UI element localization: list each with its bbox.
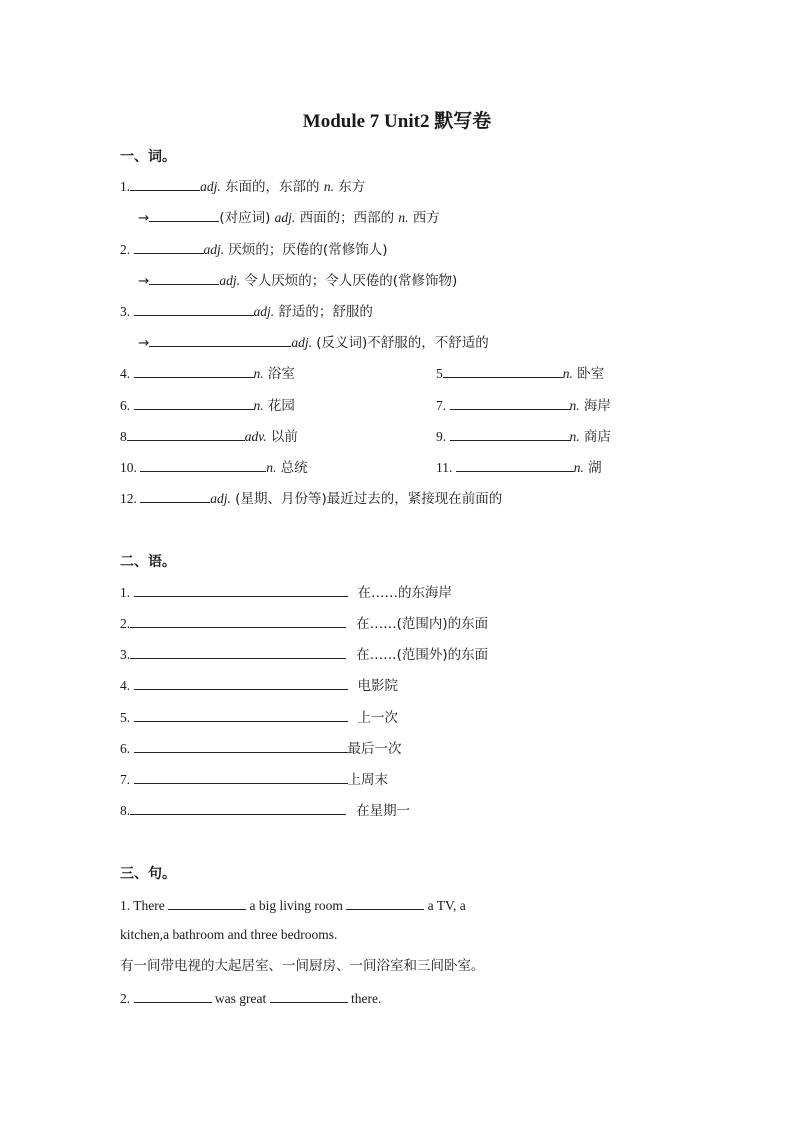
word-item-5 [436,363,604,383]
answer-blank[interactable] [140,457,266,472]
answer-blank[interactable] [134,239,204,254]
meaning: 浴室 [263,366,295,382]
word-item-3 [120,301,373,321]
answer-blank[interactable] [134,738,348,753]
item-number: 12. [120,491,141,506]
item-number: 4. [120,366,134,381]
item-number: 5 [436,366,443,381]
word-item-1-related [138,207,440,227]
sentence-1 [120,895,466,915]
item-number: 8 [120,429,127,444]
arrow-icon: → [138,210,150,226]
part-of-speech: n. [253,366,264,381]
item-number: 8. [120,803,131,818]
sentence-1-continued: kitchen,a bathroom and three bedrooms. [120,927,338,942]
answer-blank[interactable] [443,363,563,378]
answer-blank[interactable] [130,644,346,659]
meaning: 电影院 [357,678,398,694]
meaning: 令人厌烦的；令人厌倦的(常修饰物) [239,273,458,289]
answer-blank[interactable] [134,582,348,597]
meaning: 上一次 [357,710,398,726]
sentence-text: a TV, a [424,898,466,913]
meaning: 东方 [333,179,366,195]
part-of-speech: n. [398,210,409,225]
answer-blank[interactable] [149,270,219,285]
answer-blank[interactable] [134,707,348,722]
part-of-speech: adj. [291,335,312,350]
part-of-speech: n. [323,179,334,194]
sentence-text: 2. [120,991,134,1006]
answer-blank[interactable] [130,176,200,191]
meaning: 厌烦的；厌倦的(常修饰人) [224,242,388,258]
answer-blank[interactable] [149,207,219,222]
meaning: 海岸 [579,398,611,414]
section-heading-phrases: 二、语。 [120,554,176,570]
sentence-2 [120,988,381,1008]
part-of-speech: adj. [200,179,221,194]
item-number: 2. [120,616,131,631]
word-item-9 [436,426,611,446]
part-of-speech: n. [569,429,580,444]
phrase-item-5 [120,707,398,727]
answer-blank[interactable] [130,613,346,628]
answer-blank[interactable] [134,769,348,784]
item-number: 3. [120,304,134,319]
phrase-item-1 [120,582,452,602]
answer-blank[interactable] [134,363,254,378]
answer-blank[interactable] [346,895,424,910]
phrase-item-3 [120,644,488,664]
word-item-2-related [138,270,457,290]
item-number: 9. [436,429,450,444]
sentence-text: was great [211,991,270,1006]
meaning: 最后一次 [347,741,402,757]
phrase-item-7 [120,769,388,789]
word-item-2 [120,239,387,259]
meaning: 总统 [276,460,308,476]
item-number: 10. [120,460,141,475]
meaning: 在……(范围外)的东面 [356,647,489,663]
note: (对应词) [219,210,275,226]
item-number: 7. [436,398,450,413]
arrow-icon: → [138,335,150,351]
word-item-8 [120,426,298,446]
item-number: 5. [120,710,134,725]
word-item-11 [436,457,602,477]
answer-blank[interactable] [270,988,348,1003]
answer-blank[interactable] [134,301,254,316]
answer-blank[interactable] [134,675,348,690]
answer-blank[interactable] [149,332,291,347]
part-of-speech: adj. [219,273,240,288]
word-item-10 [120,457,308,477]
answer-blank[interactable] [130,800,346,815]
part-of-speech: adj. [210,491,231,506]
answer-blank[interactable] [168,895,246,910]
sentence-1-translation: 有一间带电视的大起居室、一间厨房、一间浴室和三间卧室。 [120,958,485,974]
meaning: 商店 [579,429,611,445]
meaning: 在星期一 [356,803,411,819]
meaning: 在……的东海岸 [357,585,452,601]
meaning: 西方 [408,210,440,226]
item-number: 1. [120,585,134,600]
answer-blank[interactable] [127,426,245,441]
item-number: 2. [120,242,134,257]
answer-blank[interactable] [456,457,574,472]
answer-blank[interactable] [134,988,212,1003]
part-of-speech: n. [253,398,264,413]
section-heading-words: 一、词。 [120,149,176,165]
answer-blank[interactable] [140,488,210,503]
meaning: (星期、月份等)最近过去的，紧接现在前面的 [230,491,503,507]
word-item-12 [120,488,502,508]
page-title: Module 7 Unit2 默写卷 [302,111,492,132]
word-item-6 [120,395,295,415]
meaning: 在……(范围内)的东面 [356,616,489,632]
sentence-text: there. [347,991,382,1006]
item-number: 1. [120,179,131,194]
item-number: 7. [120,772,134,787]
part-of-speech: n. [266,460,277,475]
meaning: 卧室 [572,366,605,382]
sentence-text: a big living room [246,898,347,913]
meaning: 花园 [263,398,295,414]
item-number: 6. [120,398,134,413]
arrow-icon: → [138,273,150,289]
phrase-item-2 [120,613,488,633]
meaning: 东面的，东部的 [220,179,324,195]
sentence-text: 1. There [120,898,169,913]
part-of-speech: adv. [244,429,267,444]
phrase-item-4 [120,675,398,695]
word-item-1 [120,176,365,196]
answer-blank[interactable] [134,395,254,410]
part-of-speech: adj. [253,304,275,319]
part-of-speech: n. [573,460,584,475]
meaning: 上周末 [347,772,388,788]
meaning: 舒适的；舒服的 [274,304,373,320]
item-number: 11. [436,460,456,475]
item-number: 4. [120,678,134,693]
section-heading-sentences: 三、句。 [120,866,176,882]
word-item-4 [120,363,295,383]
item-number: 6. [120,741,134,756]
part-of-speech: adj. [274,210,296,225]
part-of-speech: n. [562,366,573,381]
part-of-speech: adj. [203,242,225,257]
meaning: 湖 [583,460,602,476]
phrase-item-8 [120,800,410,820]
answer-blank[interactable] [450,395,570,410]
answer-blank[interactable] [450,426,570,441]
meaning: (反义词)不舒服的，不舒适的 [311,335,489,351]
item-number: 3. [120,647,131,662]
meaning: 以前 [266,429,298,445]
meaning: 西面的；西部的 [295,210,399,226]
part-of-speech: n. [569,398,580,413]
phrase-item-6 [120,738,402,758]
word-item-3-related [138,332,489,352]
word-item-7 [436,395,611,415]
